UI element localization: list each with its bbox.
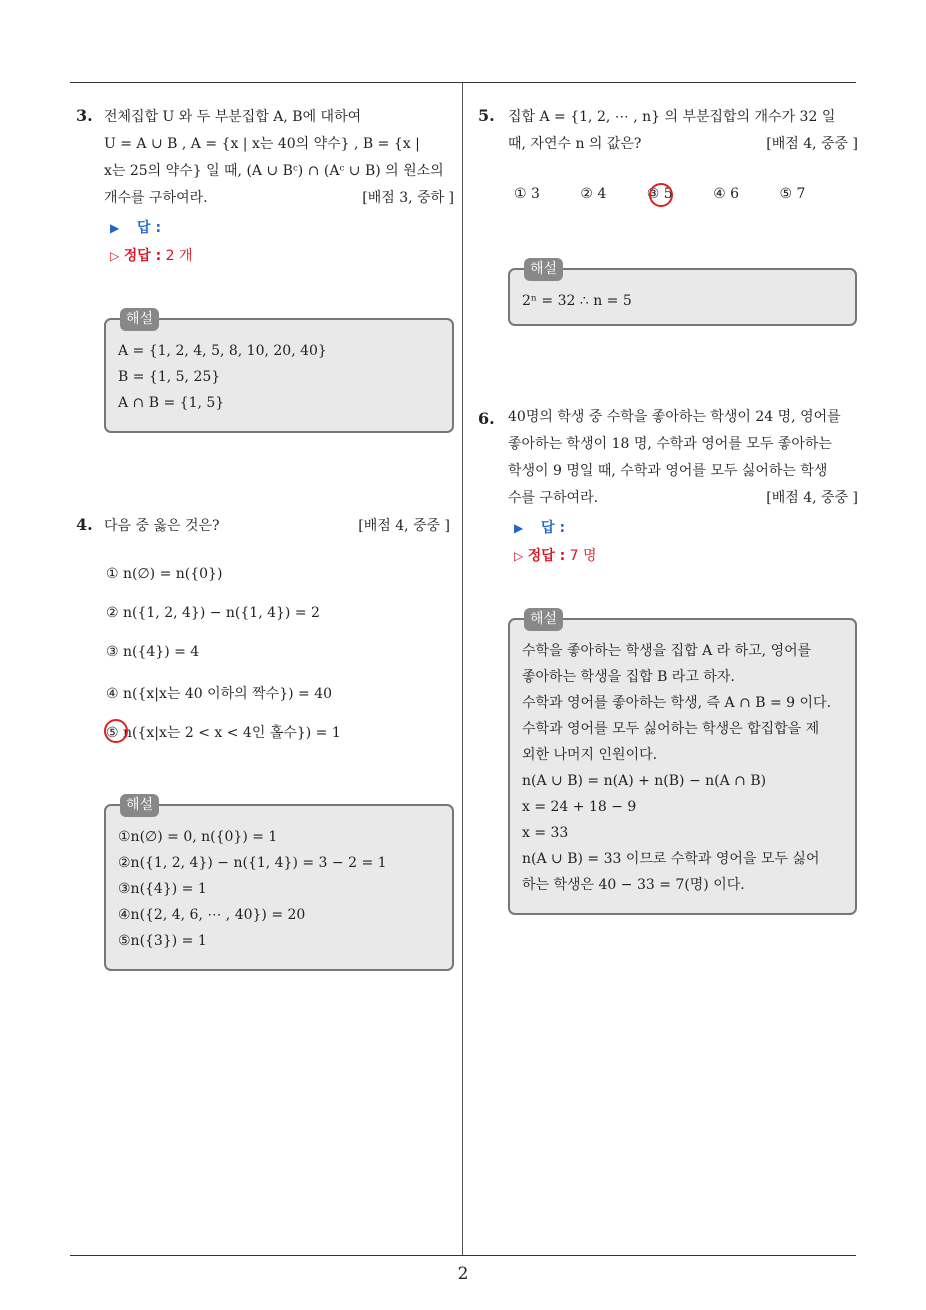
question-5 (508, 104, 858, 158)
correct-value: 7 명 (569, 548, 597, 564)
question-4-line (104, 513, 450, 540)
question-6-meta: [배점 4, 중중 ] (766, 490, 858, 506)
question-5-solution (508, 261, 857, 326)
question-6-line: 학생이 9 명일 때, 수학과 영어를 모두 싫어하는 학생 (508, 463, 828, 479)
question-6-answer (514, 514, 858, 542)
question-3-line-last (104, 185, 454, 212)
option-2[interactable]: ② 4 (580, 186, 607, 202)
solution-line: n(A ∪ B) = 33 이므로 수학과 영어을 모두 싫어 (522, 851, 820, 867)
question-3-text-end: 개수를 구하여라. (104, 190, 208, 206)
solution-line: ③n({4}) = 1 (118, 881, 207, 897)
question-3 (104, 104, 454, 270)
selected-answer-circle-icon (104, 719, 128, 743)
answer-label: 답 : (137, 220, 162, 236)
solution-tag: 해설 (524, 258, 563, 281)
question-6 (508, 404, 858, 570)
option-1[interactable]: ① 3 (514, 186, 540, 202)
question-3-number: 3. (76, 106, 93, 125)
question-3-answer (110, 214, 454, 242)
question-6-line-last (508, 485, 858, 512)
solution-tag: 해설 (524, 608, 563, 631)
question-6-text-end: 수를 구하여라. (508, 490, 599, 506)
question-3-line: U = A ∪ B , A = {x | x는 40의 약수} , B = {x | (104, 136, 420, 152)
outline-triangle-icon: ▷ (514, 549, 524, 563)
question-5-line (508, 131, 858, 158)
question-5-options (514, 186, 841, 202)
correct-label: 정답 : (527, 548, 566, 564)
question-3-line: x는 25의 약수} 일 때, (A ∪ Bᶜ) ∩ (Aᶜ ∪ B) 의 원소의 (104, 163, 444, 179)
page-number: 2 (457, 1264, 469, 1284)
question-3-correct (110, 242, 454, 270)
option-5[interactable]: ⑤ 7 (779, 186, 806, 202)
question-4-meta: [배점 4, 중중 ] (358, 518, 450, 534)
solution-line: ②n({1, 2, 4}) − n({1, 4}) = 3 − 2 = 1 (118, 855, 387, 871)
selected-answer-circle-icon (646, 183, 673, 207)
solution-line: 하는 학생은 40 − 33 = 7(명) 이다. (522, 877, 745, 893)
solution-tag: 해설 (120, 308, 159, 331)
question-4-text: 다음 중 옳은 것은? (104, 518, 220, 534)
option-1[interactable]: ① n(∅) = n({0}) (106, 566, 223, 582)
solution-line: A = {1, 2, 4, 5, 8, 10, 20, 40} (118, 343, 327, 359)
outline-triangle-icon: ▷ (110, 249, 120, 263)
solution-line: B = {1, 5, 25} (118, 369, 221, 385)
solution-line: ④n({2, 4, 6, ⋯ , 40}) = 20 (118, 907, 306, 923)
solution-line: 수학을 좋아하는 학생을 집합 A 라 하고, 영어를 (522, 643, 812, 659)
header-rule (70, 82, 856, 83)
solution-line: 수학과 영어를 좋아하는 학생, 즉 A ∩ B = 9 이다. (522, 695, 832, 711)
question-6-solution (508, 611, 857, 915)
answer-label: 답 : (541, 520, 566, 536)
option-3[interactable]: ③ 5 (646, 186, 673, 202)
question-4-number: 4. (76, 515, 93, 534)
play-triangle-icon: ▶ (514, 521, 524, 535)
option-4[interactable]: ④ 6 (713, 186, 740, 202)
question-4-solution (104, 797, 454, 971)
question-3-solution (104, 311, 454, 433)
correct-label: 정답 : (123, 248, 162, 264)
solution-line: 외한 나머지 인원이다. (522, 747, 658, 763)
question-3-meta: [배점 3, 중하 ] (362, 190, 454, 206)
solution-line: ⑤n({3}) = 1 (118, 933, 207, 949)
solution-line: A ∩ B = {1, 5} (118, 395, 225, 411)
column-divider (462, 83, 463, 1255)
solution-line: 2ⁿ = 32 ∴ n = 5 (522, 293, 632, 309)
solution-line: n(A ∪ B) = n(A) + n(B) − n(A ∩ B) (522, 773, 767, 789)
solution-line: ①n(∅) = 0, n({0}) = 1 (118, 829, 278, 845)
question-5-line: 집합 A = {1, 2, ⋯ , n} 의 부분집합의 개수가 32 일 (508, 109, 836, 125)
option-5[interactable]: ⑤ n({x|x는 2 < x < 4인 홀수}) = 1 (106, 725, 341, 741)
play-triangle-icon: ▶ (110, 221, 120, 235)
solution-tag: 해설 (120, 794, 159, 817)
option-3[interactable]: ③ n({4}) = 4 (106, 644, 200, 660)
question-5-meta: [배점 4, 중중 ] (766, 136, 858, 152)
question-6-line: 40명의 학생 중 수학을 좋아하는 학생이 24 명, 영어를 (508, 409, 841, 425)
solution-line: 수학과 영어를 모두 싫어하는 학생은 합집합을 제 (522, 721, 820, 737)
solution-line: 좋아하는 학생을 집합 B 라고 하자. (522, 669, 735, 685)
question-6-line: 좋아하는 학생이 18 명, 수학과 영어를 모두 좋아하는 (508, 436, 832, 452)
question-3-line: 전체집합 U 와 두 부분집합 A, B에 대하여 (104, 109, 362, 125)
question-5-number: 5. (478, 106, 495, 125)
solution-line: x = 33 (522, 825, 569, 841)
question-6-correct (514, 542, 858, 570)
solution-line: x = 24 + 18 − 9 (522, 799, 637, 815)
question-5-text-end: 때, 자연수 n 의 값은? (508, 136, 642, 152)
footer-rule (70, 1255, 856, 1256)
option-4[interactable]: ④ n({x|x는 40 이하의 짝수}) = 40 (106, 686, 333, 702)
question-6-number: 6. (478, 409, 495, 428)
option-2[interactable]: ② n({1, 2, 4}) − n({1, 4}) = 2 (106, 605, 320, 621)
correct-value: 2 개 (165, 248, 193, 264)
question-4-options (106, 566, 446, 746)
question-4 (104, 513, 450, 540)
